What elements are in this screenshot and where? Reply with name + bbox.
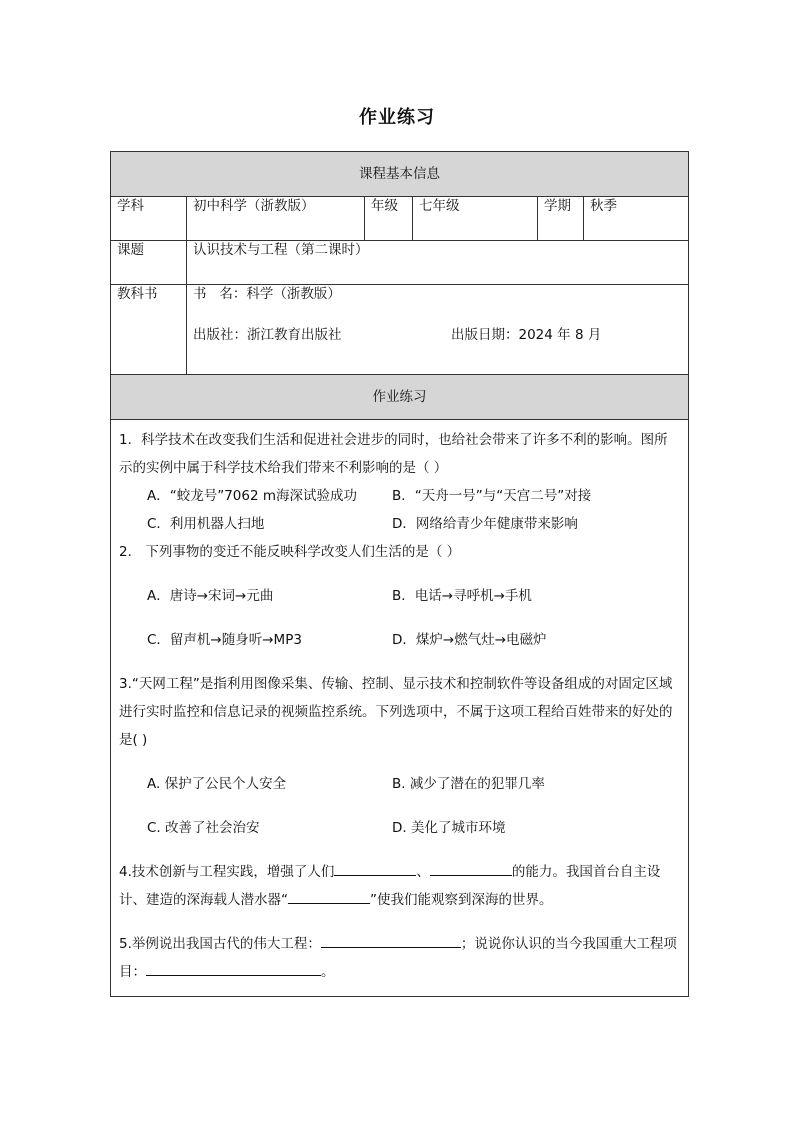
exercise-content — [111, 420, 689, 997]
question-1-stem: 1．科学技术在改变我们生活和促进社会进步的同时，也给社会带来了许多不利的影响。图所示的实例中属于科学技术给我们带来不利影响的是（ ） — [119, 432, 668, 476]
term-label: 学期 — [538, 197, 584, 241]
publisher: 出版社：浙江教育出版社 — [193, 326, 342, 343]
textbook-info — [187, 285, 689, 375]
answer-blank[interactable] — [430, 861, 512, 876]
course-info-header: 课程基本信息 — [111, 152, 689, 197]
course-table — [110, 151, 689, 997]
topic-label: 课题 — [111, 241, 187, 285]
exercise-header: 作业练习 — [111, 375, 689, 420]
answer-blank[interactable] — [146, 961, 321, 976]
book-name: 书 名：科学（浙教版） — [193, 286, 341, 302]
topic-value: 认识技术与工程（第二课时） — [187, 241, 689, 285]
subject-label: 学科 — [111, 197, 187, 241]
answer-blank[interactable] — [321, 933, 461, 948]
question-5: 5.举例说出我国古代的伟大工程： ；说说你认识的当今我国重大工程项目： 。 — [119, 930, 680, 986]
question-2-option-b: B．电话→寻呼机→手机 — [392, 588, 532, 604]
answer-blank[interactable] — [334, 861, 416, 876]
publish-date: 出版日期：2024 年 8 月 — [451, 326, 602, 343]
question-2-option-c: C．留声机→随身听→MP3 — [147, 632, 302, 648]
question-3-option-b: B. 减少了潜在的犯罪几率 — [392, 776, 545, 792]
question-3-option-a: A. 保护了公民个人安全 — [147, 776, 287, 792]
question-1-option-a: A．“蛟龙号”7062 m海深试验成功 — [147, 488, 358, 504]
question-4: 4.技术创新与工程实践，增强了人们 、 的能力。我国首台自主设计、建造的深海载人潜水器“ ”使我们能观察到深海的世界。 — [119, 858, 680, 914]
question-2-option-a: A．唐诗→宋词→元曲 — [147, 588, 274, 604]
question-1-option-d: D．网络给青少年健康带来影响 — [392, 516, 578, 532]
question-2-option-d: D．煤炉→燃气灶→电磁炉 — [392, 632, 547, 648]
question-3-option-c: C. 改善了社会治安 — [147, 820, 260, 836]
term-value: 秋季 — [584, 197, 689, 241]
textbook-label: 教科书 — [111, 285, 187, 375]
subject-value: 初中科学（浙教版） — [187, 197, 365, 241]
grade-label: 年级 — [365, 197, 413, 241]
question-1-option-c: C．利用机器人扫地 — [147, 516, 265, 532]
question-3-stem: 3.“天网工程”是指利用图像采集、传输、控制、显示技术和控制软件等设备组成的对固定区域进行实时监控和信息记录的视频监控系统。下列选项中，不属于这项工程给百姓带来的好处的是( ) — [119, 676, 673, 748]
question-1-option-b: B．“天舟一号”与“天宫二号”对接 — [392, 488, 592, 504]
page-title: 作业练习 — [359, 107, 435, 128]
question-3-option-d: D. 美化了城市环境 — [392, 820, 506, 836]
answer-blank[interactable] — [288, 889, 370, 904]
grade-value: 七年级 — [413, 197, 538, 241]
question-2-stem: 2． 下列事物的变迁不能反映科学改变人们生活的是（ ） — [119, 544, 461, 560]
